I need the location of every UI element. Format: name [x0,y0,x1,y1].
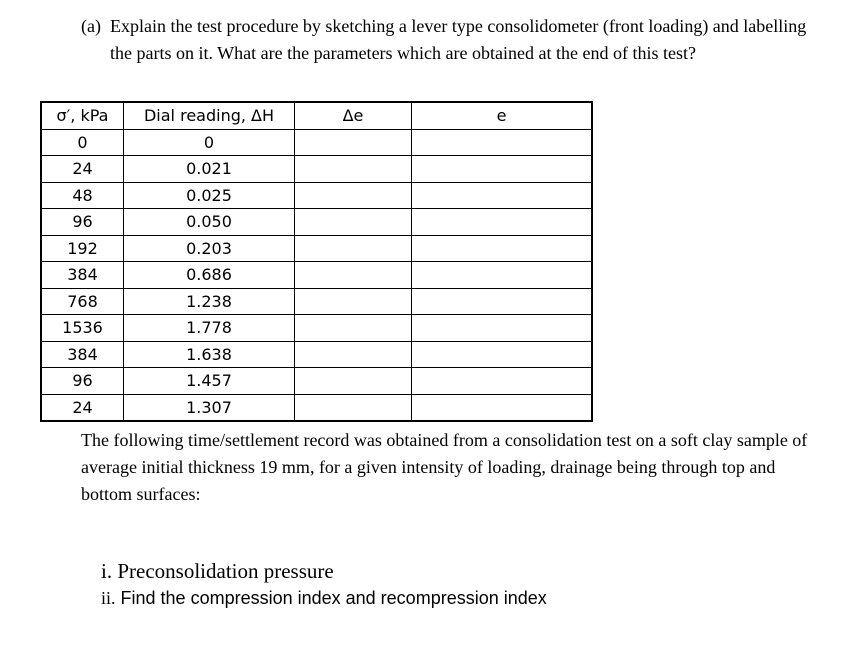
void-ratio-cell [412,315,593,342]
delta-e-cell [295,209,412,236]
dial-reading-cell: 0.021 [124,156,295,183]
stress-cell: 24 [41,394,124,421]
question-a-text: Explain the test procedure by sketching a lever type consolidometer (front loading) and labelling the parts on it. What are the parameters which are obtained at the end of this test? [110,16,807,63]
table-row [41,368,592,395]
question-text: Preconsolidation pressure [117,559,334,583]
stress-cell: 192 [41,235,124,262]
header-dial-reading: Dial reading, ΔH [124,102,295,129]
void-ratio-cell [412,235,593,262]
stress-cell: 1536 [41,315,124,342]
table-row [41,209,592,236]
stress-cell: 768 [41,288,124,315]
dial-reading-cell: 1.238 [124,288,295,315]
question-text: Find the compression index and recompression index [120,588,547,608]
consolidation-data-table [40,101,593,422]
dial-reading-cell: 1.638 [124,341,295,368]
question-number: i. [101,559,113,583]
stress-cell: 24 [41,156,124,183]
stress-cell: 0 [41,129,124,156]
header-delta-e: Δe [295,102,412,129]
void-ratio-cell [412,262,593,289]
void-ratio-cell [412,288,593,315]
stress-cell: 384 [41,341,124,368]
table-row [41,288,592,315]
table-header-row [41,102,592,129]
delta-e-cell [295,288,412,315]
void-ratio-cell [412,394,593,421]
void-ratio-cell [412,182,593,209]
delta-e-cell [295,156,412,183]
table-row [41,262,592,289]
table-row [41,341,592,368]
question-item [101,557,801,585]
table-row [41,129,592,156]
delta-e-cell [295,341,412,368]
dial-reading-cell: 0.025 [124,182,295,209]
void-ratio-cell [412,341,593,368]
dial-reading-cell: 0.203 [124,235,295,262]
stress-cell: 96 [41,209,124,236]
table-row [41,315,592,342]
delta-e-cell [295,262,412,289]
delta-e-cell [295,129,412,156]
dial-reading-cell: 0.686 [124,262,295,289]
delta-e-cell [295,182,412,209]
header-effective-stress: σ′, kPa [41,102,124,129]
stress-cell: 96 [41,368,124,395]
question-a [81,13,821,67]
delta-e-cell [295,235,412,262]
void-ratio-cell [412,209,593,236]
question-number: ii. [101,588,116,608]
time-settlement-paragraph: The following time/settlement record was obtained from a consolidation test on a soft clay sample of average initial thickness 19 mm, for a given intensity of loading, drainage being through top and bottom surfaces: [81,430,808,504]
stress-cell: 384 [41,262,124,289]
question-item [101,585,801,611]
question-list [101,557,801,611]
dial-reading-cell: 1.307 [124,394,295,421]
question-a-label: (a) [81,16,101,36]
dial-reading-cell: 0.050 [124,209,295,236]
table-row [41,182,592,209]
delta-e-cell [295,368,412,395]
dial-reading-cell: 0 [124,129,295,156]
dial-reading-cell: 1.778 [124,315,295,342]
void-ratio-cell [412,156,593,183]
void-ratio-cell [412,368,593,395]
dial-reading-cell: 1.457 [124,368,295,395]
header-void-ratio: e [412,102,593,129]
stress-cell: 48 [41,182,124,209]
table-row [41,156,592,183]
void-ratio-cell [412,129,593,156]
delta-e-cell [295,315,412,342]
table-row [41,235,592,262]
delta-e-cell [295,394,412,421]
table-row [41,394,592,421]
